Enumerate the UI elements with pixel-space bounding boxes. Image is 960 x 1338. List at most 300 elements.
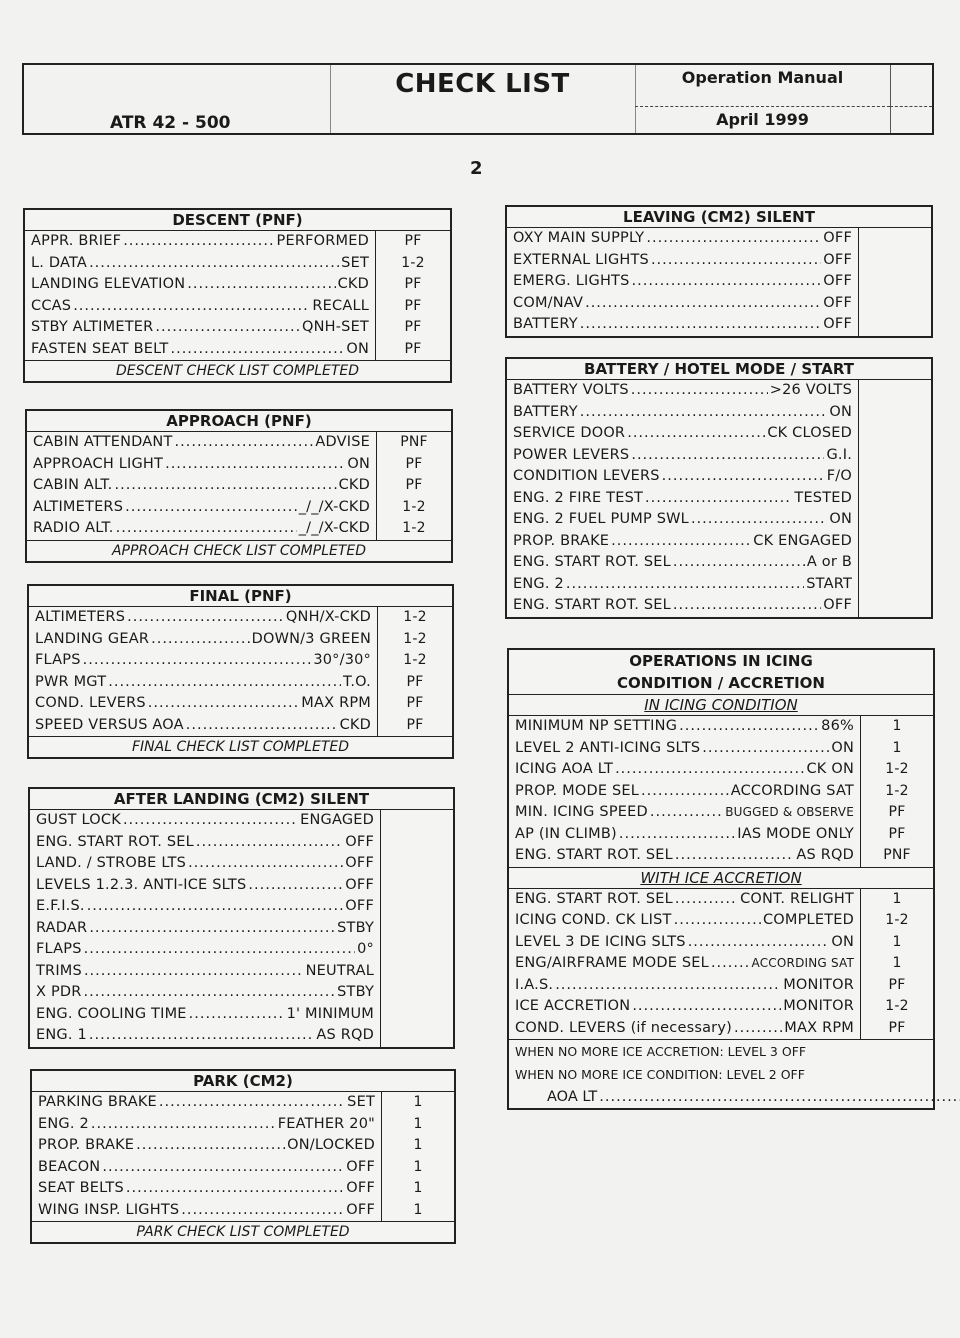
checklist-leaving	[505, 205, 933, 338]
checklist-row	[507, 293, 931, 315]
row-item-cell	[507, 271, 859, 293]
checklist-descent	[23, 208, 452, 383]
responsible-crew: PF	[888, 825, 906, 842]
item-action: OFF	[823, 294, 852, 311]
item-label: EXTERNAL LIGHTS	[513, 251, 649, 268]
row-item-cell	[30, 875, 381, 897]
checklist-row	[30, 853, 453, 875]
item-label: PROP. BRAKE	[38, 1137, 135, 1153]
item-action: CONT. RELIGHT	[740, 890, 854, 907]
section-title	[509, 650, 933, 695]
dot-leader	[89, 253, 339, 275]
checklist-row	[29, 629, 452, 651]
item-action: OFF	[345, 876, 374, 893]
row-item-cell	[509, 889, 861, 911]
header-divider	[635, 106, 890, 107]
item-label: BEACON	[38, 1158, 101, 1175]
responsible-crew: PF	[888, 804, 906, 820]
checklist-row	[509, 824, 933, 846]
checklist-row	[32, 1178, 454, 1200]
item-label: MINIMUM NP SETTING	[515, 718, 678, 734]
row-item-cell	[507, 574, 859, 596]
row-item-cell	[25, 274, 376, 296]
item-label: PWR MGT	[35, 673, 107, 690]
item-label: FASTEN SEAT BELT	[31, 340, 169, 357]
item-action: RECALL	[312, 297, 369, 314]
item-action: 1' MINIMUM	[286, 1005, 374, 1022]
responsible-crew: 1	[413, 1201, 423, 1218]
dot-leader	[632, 996, 781, 1018]
section-title-line2: CONDITION / ACCRETION	[617, 674, 825, 692]
item-label: L. DATA	[31, 254, 88, 271]
item-label: AP (IN CLIMB)	[515, 825, 617, 842]
subheading-ice-accretion: WITH ICE ACCRETION	[509, 867, 933, 889]
row-item-cell	[507, 445, 859, 467]
row-item-cell	[509, 802, 861, 824]
item-action: OFF	[823, 316, 852, 332]
header-divider-right	[890, 106, 932, 107]
item-action: STBY	[337, 919, 374, 936]
checklist-row	[507, 552, 931, 574]
item-label: I.A.S.	[515, 976, 554, 993]
dot-leader	[186, 715, 338, 737]
dot-leader	[73, 296, 310, 318]
item-action: ACCORDING SAT	[730, 782, 854, 799]
item-action: ADVISE	[315, 434, 370, 450]
checklist-row	[32, 1135, 454, 1157]
checklist-approach	[25, 409, 453, 563]
item-label: LEVEL 3 DE ICING SLTS	[515, 933, 686, 950]
responsible-crew: PF	[406, 673, 424, 690]
item-action: STBY	[337, 984, 374, 1000]
row-item-cell	[507, 402, 859, 424]
aircraft-model: ATR 42 - 500	[110, 113, 231, 133]
dot-leader	[108, 672, 341, 694]
page-number: 2	[470, 158, 483, 179]
dot-leader	[585, 293, 821, 315]
row-item-cell	[27, 497, 377, 519]
dot-leader	[673, 552, 805, 574]
item-label: LAND. / STROBE LTS	[36, 855, 187, 871]
item-action: ON	[829, 403, 852, 420]
item-action: ON/LOCKED	[287, 1137, 375, 1153]
item-action: OFF	[345, 833, 374, 850]
item-action: G.I.	[826, 446, 852, 463]
checklist-row	[30, 982, 453, 1004]
item-label: ENG. START ROT. SEL	[513, 554, 671, 570]
responsible-crew: PF	[888, 1019, 906, 1036]
checklist-row	[509, 781, 933, 803]
item-label: APPR. BRIEF	[31, 233, 122, 249]
item-label: SERVICE DOOR	[513, 425, 626, 441]
item-action: CK ENGAGED	[753, 532, 852, 549]
item-action: OFF	[345, 898, 374, 914]
row-item-cell	[509, 1018, 861, 1040]
checklist-row	[25, 231, 450, 253]
responsible-crew: PF	[404, 340, 422, 357]
checklist-rows	[30, 810, 453, 1047]
checklist-row	[30, 939, 453, 961]
checklist-row	[509, 802, 933, 824]
row-item-cell	[25, 231, 376, 253]
item-action: OFF	[823, 273, 852, 289]
item-action: CK ON	[806, 761, 854, 777]
item-label: BATTERY VOLTS	[513, 382, 629, 398]
item-label: ENG. 2 FIRE TEST	[513, 489, 644, 506]
dot-leader	[580, 402, 828, 424]
dot-leader	[91, 1114, 276, 1136]
item-action: SET	[341, 254, 369, 271]
item-action: AS RQD	[796, 847, 854, 863]
dot-leader	[631, 380, 768, 402]
checklist-row	[32, 1200, 454, 1222]
row-item-cell	[29, 693, 378, 715]
dot-leader	[125, 497, 297, 519]
responsible-crew: PF	[404, 276, 422, 292]
item-label: ALTIMETERS	[33, 498, 124, 515]
section-title: BATTERY / HOTEL MODE / START	[507, 359, 931, 380]
dot-leader	[89, 918, 335, 940]
item-action: T.O.	[343, 673, 371, 690]
checklist-row	[507, 531, 931, 553]
document-title: CHECK LIST	[395, 69, 570, 99]
item-action: ON	[347, 455, 370, 472]
responsible-crew: 1	[413, 1094, 423, 1110]
header-blank-cell	[890, 65, 932, 133]
item-action: 30°/30°	[313, 652, 371, 668]
row-item-cell	[30, 896, 381, 918]
item-label: SEAT BELTS	[38, 1180, 124, 1196]
item-action: MONITOR	[783, 976, 854, 993]
row-item-cell	[30, 853, 381, 875]
row-item-cell	[507, 250, 859, 272]
checklist-row	[507, 574, 931, 596]
item-action: COMPLETED	[762, 912, 854, 928]
item-action: IAS MODE ONLY	[737, 825, 854, 842]
document-header	[22, 63, 934, 135]
section-title: LEAVING (CM2) SILENT	[507, 207, 931, 228]
responsible-crew: 1-2	[403, 609, 427, 625]
checklist-row	[509, 759, 933, 781]
dot-leader	[84, 982, 336, 1004]
row-item-cell	[30, 1004, 381, 1026]
dot-leader	[123, 810, 298, 832]
responsible-crew: PF	[404, 233, 422, 249]
item-action: 0°	[357, 941, 374, 957]
completion-footer: PARK CHECK LIST COMPLETED	[32, 1221, 454, 1242]
item-action: CK CLOSED	[767, 425, 852, 441]
dot-leader	[175, 432, 314, 454]
header-info-cell	[635, 65, 891, 133]
row-item-cell	[29, 629, 378, 651]
row-item-cell	[509, 910, 861, 932]
item-label: PROP. BRAKE	[513, 532, 610, 549]
item-action: NEUTRAL	[305, 962, 374, 979]
row-item-cell	[509, 975, 861, 997]
item-label: LANDING ELEVATION	[31, 276, 186, 292]
checklist-rows	[32, 1092, 454, 1221]
item-action: _/_/X-CKD	[298, 498, 370, 515]
dot-leader	[189, 1004, 285, 1026]
row-item-cell	[27, 518, 377, 540]
dot-leader	[734, 1018, 782, 1040]
row-item-cell	[32, 1157, 382, 1179]
row-item-cell	[25, 339, 376, 361]
row-item-cell	[509, 953, 861, 975]
item-action: FEATHER 20"	[277, 1115, 375, 1132]
checklist-row	[507, 509, 931, 531]
item-label: ENG. 2	[38, 1115, 89, 1132]
item-label: EMERG. LIGHTS	[513, 273, 630, 289]
row-item-cell	[507, 531, 859, 553]
dot-leader	[102, 1157, 344, 1179]
dot-leader	[631, 445, 824, 467]
dot-leader	[646, 228, 821, 250]
checklist-row	[27, 497, 451, 519]
checklist-row	[29, 607, 452, 629]
item-action: ON	[831, 739, 854, 756]
dot-leader	[675, 845, 795, 867]
checklist-row	[29, 693, 452, 715]
checklist-row	[27, 432, 451, 454]
checklist-row	[509, 738, 933, 760]
item-action: ENGAGED	[300, 812, 374, 828]
dot-leader	[123, 231, 274, 253]
item-label: ENG/AIRFRAME MODE SEL	[515, 955, 709, 971]
dot-leader	[181, 1200, 344, 1222]
header-model-cell	[24, 65, 331, 133]
checklist-row	[509, 996, 933, 1018]
dot-leader	[84, 939, 355, 961]
responsible-crew: 1	[413, 1180, 423, 1196]
checklist-row	[507, 380, 931, 402]
checklist-row	[509, 716, 933, 738]
item-action: OFF	[345, 855, 374, 871]
row-item-cell	[25, 317, 376, 339]
responsible-crew: 1	[892, 890, 902, 907]
dot-leader	[89, 1025, 315, 1047]
item-label: MIN. ICING SPEED	[515, 804, 648, 820]
dot-leader	[127, 607, 284, 629]
row-item-cell	[509, 845, 861, 867]
item-action: _/_/X-CKD	[298, 520, 370, 536]
dot-leader	[555, 975, 781, 997]
checklist-row	[25, 296, 450, 318]
row-item-cell	[27, 475, 377, 497]
item-label: ENG. START ROT. SEL	[36, 833, 194, 850]
checklist-row	[29, 672, 452, 694]
item-action: TESTED	[794, 489, 852, 506]
row-item-cell	[32, 1135, 382, 1157]
item-action: MAX RPM	[301, 695, 371, 711]
responsible-crew: PNF	[400, 434, 428, 450]
responsible-crew: 1-2	[403, 652, 427, 668]
completion-footer: DESCENT CHECK LIST COMPLETED	[25, 360, 450, 381]
checklist-row	[25, 339, 450, 361]
item-label: OXY MAIN SUPPLY	[513, 230, 645, 246]
responsible-crew: PF	[406, 716, 424, 733]
checklist-icing-operations	[507, 648, 935, 1110]
item-label: ALTIMETERS	[35, 609, 126, 625]
checklist-row	[509, 975, 933, 997]
checklist-row	[509, 910, 933, 932]
dot-leader	[651, 250, 821, 272]
item-action: BUGGED & OBSERVE	[725, 805, 854, 819]
responsible-crew: 1-2	[885, 761, 909, 777]
checklist-row	[25, 317, 450, 339]
checklist-row	[507, 228, 931, 250]
subheading-in-icing: IN ICING CONDITION	[509, 695, 933, 716]
icing-notes	[509, 1039, 933, 1108]
completion-footer: APPROACH CHECK LIST COMPLETED	[27, 540, 451, 561]
row-item-cell	[509, 781, 861, 803]
row-item-cell	[32, 1092, 382, 1114]
dot-leader	[170, 339, 344, 361]
dot-leader	[673, 595, 821, 617]
row-item-cell	[509, 996, 861, 1018]
checklist-row	[25, 253, 450, 275]
row-item-cell	[27, 454, 377, 476]
dot-leader	[580, 314, 822, 336]
item-label: RADAR	[36, 919, 88, 936]
row-item-cell	[29, 715, 378, 737]
row-item-cell	[509, 738, 861, 760]
item-action: CKD	[337, 276, 369, 292]
dot-leader	[691, 509, 827, 531]
dot-leader	[84, 961, 304, 983]
responsible-crew: PNF	[883, 847, 911, 863]
item-label: X PDR	[36, 984, 82, 1000]
item-label: POWER LEVERS	[513, 446, 630, 463]
row-item-cell	[509, 759, 861, 781]
dot-leader	[83, 650, 312, 672]
dot-leader	[674, 910, 761, 932]
item-label: BATTERY	[513, 403, 578, 420]
item-action: START	[806, 575, 852, 592]
dot-leader	[87, 896, 344, 918]
checklist-row	[507, 466, 931, 488]
item-action: MAX RPM	[784, 1019, 854, 1036]
checklist-row	[30, 832, 453, 854]
responsible-crew: 1	[413, 1158, 423, 1175]
item-action: QNH/X-CKD	[285, 609, 371, 625]
item-label: ENG. START ROT. SEL	[515, 890, 673, 907]
row-item-cell	[509, 716, 861, 738]
dot-leader	[599, 1086, 960, 1108]
checklist-row	[30, 810, 453, 832]
item-label: CABIN ATTENDANT	[33, 434, 173, 450]
checklist-row	[507, 488, 931, 510]
responsible-crew: PF	[404, 297, 422, 314]
item-action: OFF	[346, 1180, 375, 1196]
checklist-row	[29, 715, 452, 737]
checklist-row	[32, 1114, 454, 1136]
checklist-rows	[507, 380, 931, 617]
checklist-row	[27, 518, 451, 540]
row-item-cell	[507, 228, 859, 250]
section-title: FINAL (PNF)	[29, 586, 452, 607]
dot-leader	[165, 454, 345, 476]
checklist-after-landing	[28, 787, 455, 1049]
responsible-crew: PF	[405, 477, 423, 493]
row-item-cell	[507, 380, 859, 402]
item-label: ENG. 2	[513, 575, 564, 592]
responsible-crew: PF	[888, 976, 906, 993]
checklist-row	[25, 274, 450, 296]
row-item-cell	[507, 488, 859, 510]
section-title: AFTER LANDING (CM2) SILENT	[30, 789, 453, 810]
item-label: STBY ALTIMETER	[31, 319, 154, 335]
manual-name: Operation Manual	[681, 68, 844, 87]
row-item-cell	[29, 607, 378, 629]
dot-leader	[196, 832, 343, 854]
section-title: DESCENT (PNF)	[25, 210, 450, 231]
item-label: PARKING BRAKE	[38, 1094, 157, 1110]
row-item-cell	[30, 961, 381, 983]
item-label: BATTERY	[513, 316, 578, 332]
item-label: ENG. 2 FUEL PUMP SWL	[513, 511, 689, 527]
checklist-row	[507, 250, 931, 272]
responsible-crew: 1	[413, 1137, 423, 1153]
section-title: APPROACH (PNF)	[27, 411, 451, 432]
dot-leader	[641, 781, 729, 803]
item-action: CKD	[338, 477, 370, 493]
checklist-row	[29, 650, 452, 672]
checklist-row	[30, 875, 453, 897]
responsible-crew: PF	[404, 319, 422, 335]
row-item-cell	[32, 1178, 382, 1200]
dot-leader	[611, 531, 751, 553]
item-label: RADIO ALT.	[33, 520, 114, 536]
checklist-row	[30, 896, 453, 918]
item-action: QNH-SET	[301, 319, 369, 335]
checklist-row	[32, 1157, 454, 1179]
aoa-lt-row	[509, 1086, 960, 1108]
dot-leader	[159, 1092, 345, 1114]
item-action: OFF	[346, 1158, 375, 1175]
responsible-crew: 1-2	[885, 912, 909, 928]
item-label: CABIN ALT.	[33, 477, 113, 493]
item-action: ON	[829, 511, 852, 527]
dot-leader	[151, 629, 250, 651]
checklist-row	[30, 1025, 453, 1047]
item-label: FLAPS	[35, 652, 81, 668]
checklist-rows	[507, 228, 931, 336]
item-action: 86%	[821, 718, 854, 734]
checklist-row	[27, 454, 451, 476]
note-ice-condition: WHEN NO MORE ICE CONDITION: LEVEL 2 OFF	[515, 1067, 805, 1082]
item-label: APPROACH LIGHT	[33, 455, 164, 472]
dot-leader	[136, 1135, 285, 1157]
responsible-crew: 1-2	[885, 998, 909, 1014]
item-label: ICING COND. CK LIST	[515, 912, 672, 928]
item-label: CONDITION LEVERS	[513, 468, 660, 484]
item-label: LEVEL 2 ANTI-ICING SLTS	[515, 739, 701, 756]
dot-leader	[155, 317, 300, 339]
checklist-row	[30, 961, 453, 983]
item-label: LANDING GEAR	[35, 630, 150, 647]
responsible-crew: 1-2	[885, 782, 909, 799]
checklist-row	[509, 932, 933, 954]
section-title: PARK (CM2)	[32, 1071, 454, 1092]
item-action: SET	[347, 1094, 375, 1110]
item-label: PROP. MODE SEL	[515, 782, 640, 799]
checklist-row	[509, 953, 933, 975]
checklist-battery-hotel-start	[505, 357, 933, 619]
dot-leader	[615, 759, 804, 781]
item-action: ACCORDING SAT	[751, 956, 854, 970]
dot-leader	[632, 271, 822, 293]
